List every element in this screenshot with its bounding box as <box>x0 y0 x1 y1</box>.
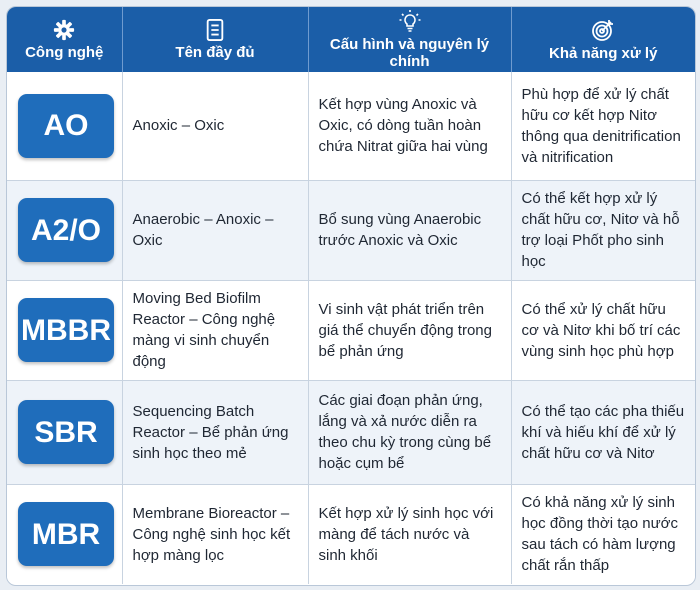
configuration-cell: Kết hợp vùng Anoxic và Oxic, có dòng tuần hoàn chứa Nitrat giữa hai vùng <box>308 72 511 180</box>
full-name-cell: Moving Bed Biofilm Reactor – Công nghệ màng vi sinh chuyển động <box>122 280 308 380</box>
full-name-cell: Anoxic – Oxic <box>122 72 308 180</box>
table-row <box>7 180 695 280</box>
table-row <box>7 280 695 380</box>
full-name-cell: Sequencing Batch Reactor – Bể phản ứng sinh học theo mẻ <box>122 380 308 484</box>
technology-badge: AO <box>18 94 114 158</box>
technology-badge: MBR <box>18 502 114 566</box>
header-label: Cấu hình và nguyên lý chính <box>329 36 490 70</box>
configuration-cell: Kết hợp xử lý sinh học với màng để tách nước và sinh khối <box>308 484 511 584</box>
header-configuration <box>308 7 511 72</box>
comparison-table-frame <box>6 6 696 586</box>
configuration-cell: Bổ sung vùng Anaerobic trước Anoxic và Oxic <box>308 180 511 280</box>
technology-badge: MBBR <box>18 298 114 362</box>
full-name-cell: Membrane Bioreactor – Công nghệ sinh học kết hợp màng lọc <box>122 484 308 584</box>
header-capability <box>511 7 695 72</box>
table-row <box>7 72 695 180</box>
capability-cell: Có thể kết hợp xử lý chất hữu cơ, Nitơ và hỗ trợ loại Phốt pho sinh học <box>511 180 695 280</box>
header-technology <box>7 7 122 72</box>
header-label: Khả năng xử lý <box>549 44 658 62</box>
configuration-cell: Vi sinh vật phát triển trên giá thể chuyển động trong bể phản ứng <box>308 280 511 380</box>
capability-cell: Có khả năng xử lý sinh học đồng thời tạo nước sau tách có hàm lượng chất rắn thấp <box>511 484 695 584</box>
capability-cell: Có thể tạo các pha thiếu khí và hiếu khí để xử lý chất hữu cơ và Nitơ <box>511 380 695 484</box>
technology-comparison-table <box>7 7 695 584</box>
document-icon <box>205 19 225 41</box>
header-full-name <box>122 7 308 72</box>
header-label: Tên đầy đủ <box>175 43 255 61</box>
technology-cell <box>7 380 122 484</box>
technology-badge: SBR <box>18 400 114 464</box>
technology-badge: A2/O <box>18 198 114 262</box>
technology-cell <box>7 180 122 280</box>
capability-cell: Có thể xử lý chất hữu cơ và Nitơ khi bố trí các vùng sinh học phù hợp <box>511 280 695 380</box>
configuration-cell: Các giai đoạn phản ứng, lắng và xả nước diễn ra theo chu kỳ trong cùng bể hoặc cụm bể <box>308 380 511 484</box>
table-row <box>7 380 695 484</box>
header-row <box>7 7 695 72</box>
technology-cell <box>7 280 122 380</box>
target-icon <box>591 18 615 42</box>
technology-cell <box>7 72 122 180</box>
technology-cell <box>7 484 122 584</box>
full-name-cell: Anaerobic – Anoxic – Oxic <box>122 180 308 280</box>
table-row <box>7 484 695 584</box>
lightbulb-icon <box>398 9 422 33</box>
capability-cell: Phù hợp để xử lý chất hữu cơ kết hợp Nitơ thông qua denitrification và nitrification <box>511 72 695 180</box>
header-label: Công nghệ <box>25 43 104 61</box>
gear-icon <box>53 19 75 41</box>
